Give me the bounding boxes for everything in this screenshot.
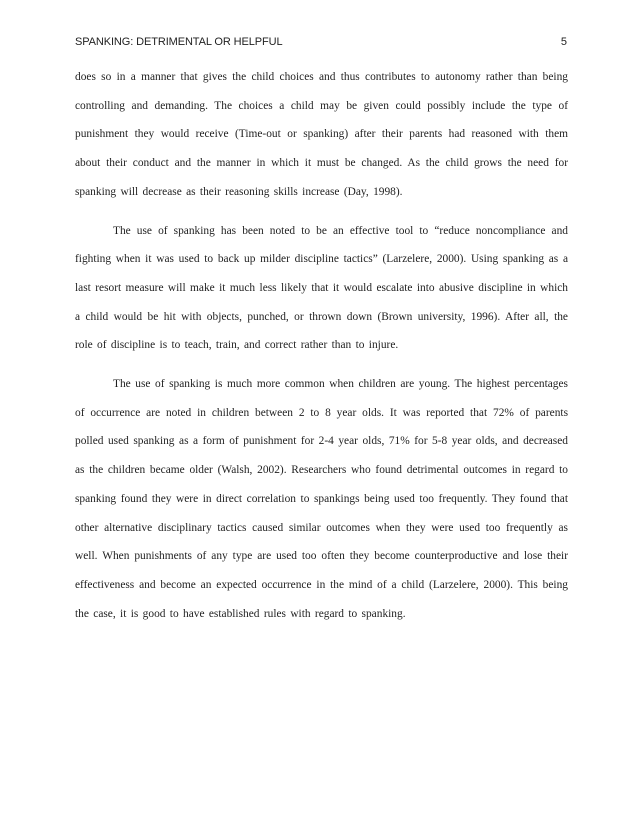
paragraph-frequency: The use of spanking is much more common when children are young. The highest percentages of occurrence are noted in children between 2 to 8 year olds. It was reported that 72% of parents polled used spanking as a form of punishment for 2-4 year olds, 71% for 5-8 year olds, and decreased as the children became older (Walsh, 2002). Researchers who found detrimental outcomes in regard to spanking found they were in direct correlation to spankings being used too frequently. They found that other alternative disciplinary tactics caused similar outcomes when they were used too frequently as well. When punishments of any type are used too often they become counterproductive and lose their effectiveness and become an expected occurrence in the mind of a child (Larzelere, 2000). This being the case, it is good to have established rules with regard to spanking. (75, 378, 568, 620)
body-text (75, 63, 568, 628)
running-header (75, 36, 567, 52)
page-number: 5 (560, 36, 567, 48)
running-head-title: SPANKING: DETRIMENTAL OR HELPFUL (75, 36, 283, 48)
paragraph-continuation: does so in a manner that gives the child choices and thus contributes to autonomy rather than being controlling and demanding. The choices a child may be given could possibly include the type of punishment they would receive (Time-out or spanking) after their parents had reasoned with them about their conduct and the manner in which it must be changed. As the child grows the need for spanking will decrease as their reasoning skills increase (Day, 1998). (75, 71, 568, 198)
paragraph-effectiveness: The use of spanking has been noted to be an effective tool to “reduce noncompliance and fighting when it was used to back up milder discipline tactics” (Larzelere, 2000). Using spanking as a last resort measure will make it much less likely that it would escalate into abusive discipline in which a child would be hit with objects, punched, or thrown down (Brown university, 1996). After all, the role of discipline is to teach, train, and correct rather than to injure. (75, 224, 568, 352)
